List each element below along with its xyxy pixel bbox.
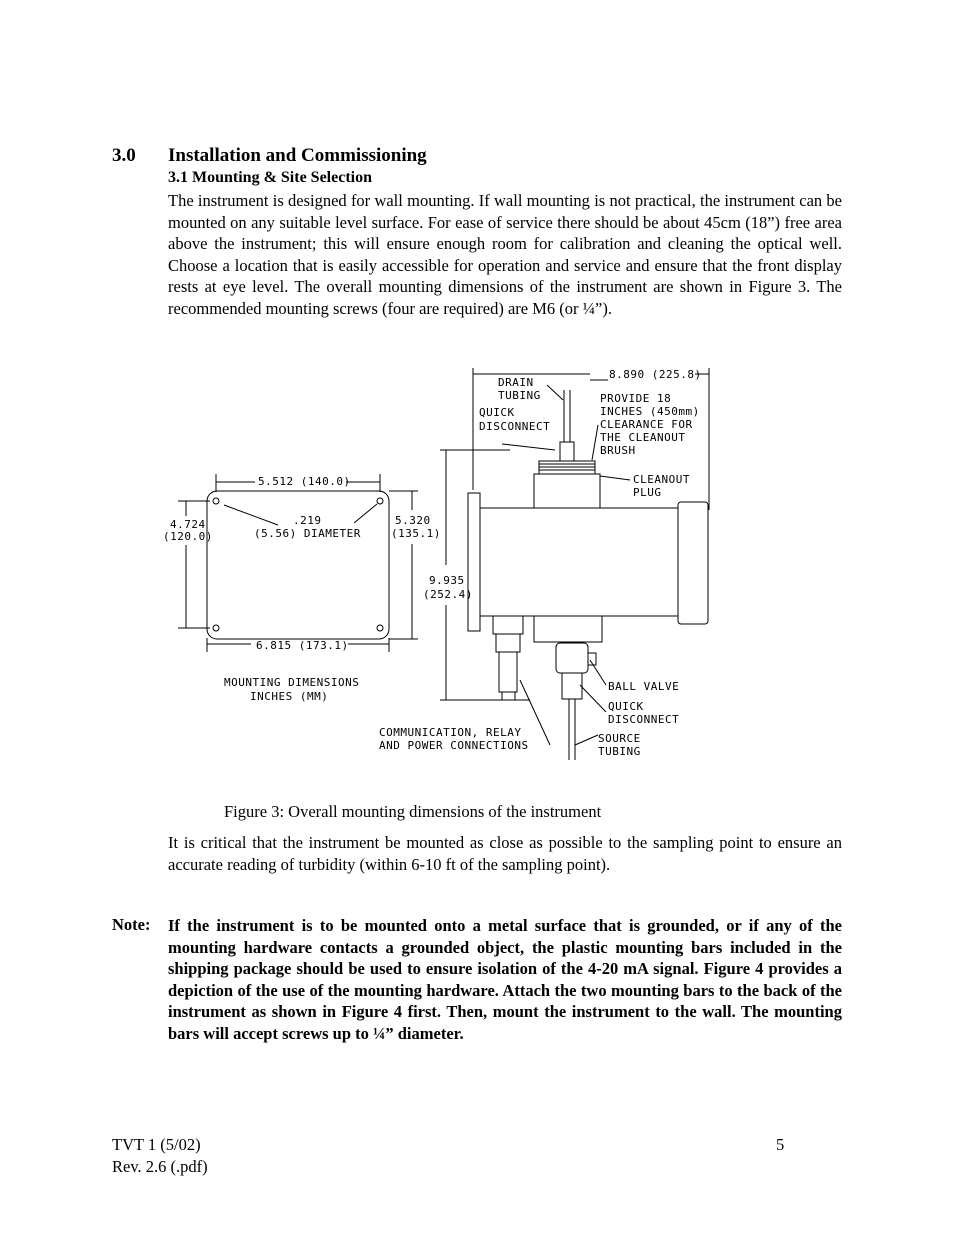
label-qd-top: QUICK <box>479 406 515 419</box>
label-provide-3: CLEARANCE FOR <box>600 418 693 431</box>
section-number: 3.0 <box>112 145 136 166</box>
footer-doc-id: TVT 1 (5/02) <box>112 1135 201 1154</box>
mounting-dims-title: MOUNTING DIMENSIONS <box>224 676 360 689</box>
figure-caption: Figure 3: Overall mounting dimensions of the instrument <box>224 802 602 821</box>
label-provide-4: THE CLEANOUT <box>600 431 686 444</box>
mounting-paragraph: The instrument is designed for wall mounting. If wall mounting is not practical, the instrument can be mounted on any suitable level surface. For ease of service there should be about 45cm (18”) free area above the instrument; this will ensure enough room for calibration and cleaning the optical well. Choose a location that is easily accessible for operation and service and ensure that the front display rests at eye level. The overall mounting dimensions of the instrument are shown in Figure 3. The recommended mounting screws (four are required) are M6 (or ¼”). <box>168 191 842 318</box>
dim-width-bottom: 6.815 (173.1) <box>256 639 349 652</box>
mounting-hole <box>377 498 383 504</box>
label-provide-5: BRUSH <box>600 444 636 457</box>
page-number: 5 <box>776 1135 785 1154</box>
note-label: Note: <box>112 915 151 934</box>
label-drain: DRAIN <box>498 376 534 389</box>
label-cleanout: CLEANOUT <box>633 473 690 486</box>
label-cleanout-plug: PLUG <box>633 486 662 499</box>
sampling-paragraph: It is critical that the instrument be mounted as close as possible to the sampling point to ensure an accurate reading of turbidity (within 6-10 ft of the sampling point). <box>168 833 842 874</box>
label-qd-top-2: DISCONNECT <box>479 420 551 433</box>
subsection-title: 3.1 Mounting & Site Selection <box>168 169 372 186</box>
label-qd-bottom-2: DISCONNECT <box>608 713 680 726</box>
label-provide-2: INCHES (450mm) <box>600 405 700 418</box>
mounting-dimensions-figure <box>150 360 730 765</box>
dim-top-width: 8.890 (225.8) <box>609 368 702 381</box>
note-text: If the instrument is to be mounted onto a metal surface that is grounded, or if any of the mounting hardware contacts a grounded object, the plastic mounting bars included in the shipping package should be used to ensure isolation of the 4-20 mA signal. Figure 4 provides a depiction of the use of the mounting hardware. Attach the two mounting bars to the back of the instrument as shown in Figure 4 first. Then, mount the instrument to the wall. The mounting bars will accept screws up to ¼” diameter. <box>168 916 842 1043</box>
dim-overall-height: 9.935 <box>429 574 465 587</box>
label-comm-2: AND POWER CONNECTIONS <box>379 739 529 752</box>
label-comm: COMMUNICATION, RELAY <box>379 726 522 739</box>
mounting-hole <box>213 625 219 631</box>
dim-hole: .219 <box>293 514 322 527</box>
mounting-hole <box>213 498 219 504</box>
dim-hole-mm: (5.56) DIAMETER <box>254 527 361 540</box>
label-qd-bottom: QUICK <box>608 700 644 713</box>
label-drain-tubing: TUBING <box>498 389 541 402</box>
mounting-dims-units: INCHES (MM) <box>250 690 329 703</box>
label-source: SOURCE <box>598 732 641 745</box>
dim-height-left-mm: (120.0) <box>163 530 213 543</box>
dim-height-right: 5.320 <box>395 514 431 527</box>
dim-overall-height-mm: (252.4) <box>423 588 473 601</box>
label-ball-valve: BALL VALVE <box>608 680 680 693</box>
label-source-tubing: TUBING <box>598 745 641 758</box>
mounting-hole <box>377 625 383 631</box>
section-title: Installation and Commissioning <box>168 145 427 166</box>
footer-revision: Rev. 2.6 (.pdf) <box>112 1157 208 1176</box>
label-provide-1: PROVIDE 18 <box>600 392 672 405</box>
dim-height-left: 4.724 <box>170 518 206 531</box>
dim-height-right-mm: (135.1) <box>391 527 441 540</box>
dim-width-top: 5.512 (140.0) <box>258 475 351 488</box>
